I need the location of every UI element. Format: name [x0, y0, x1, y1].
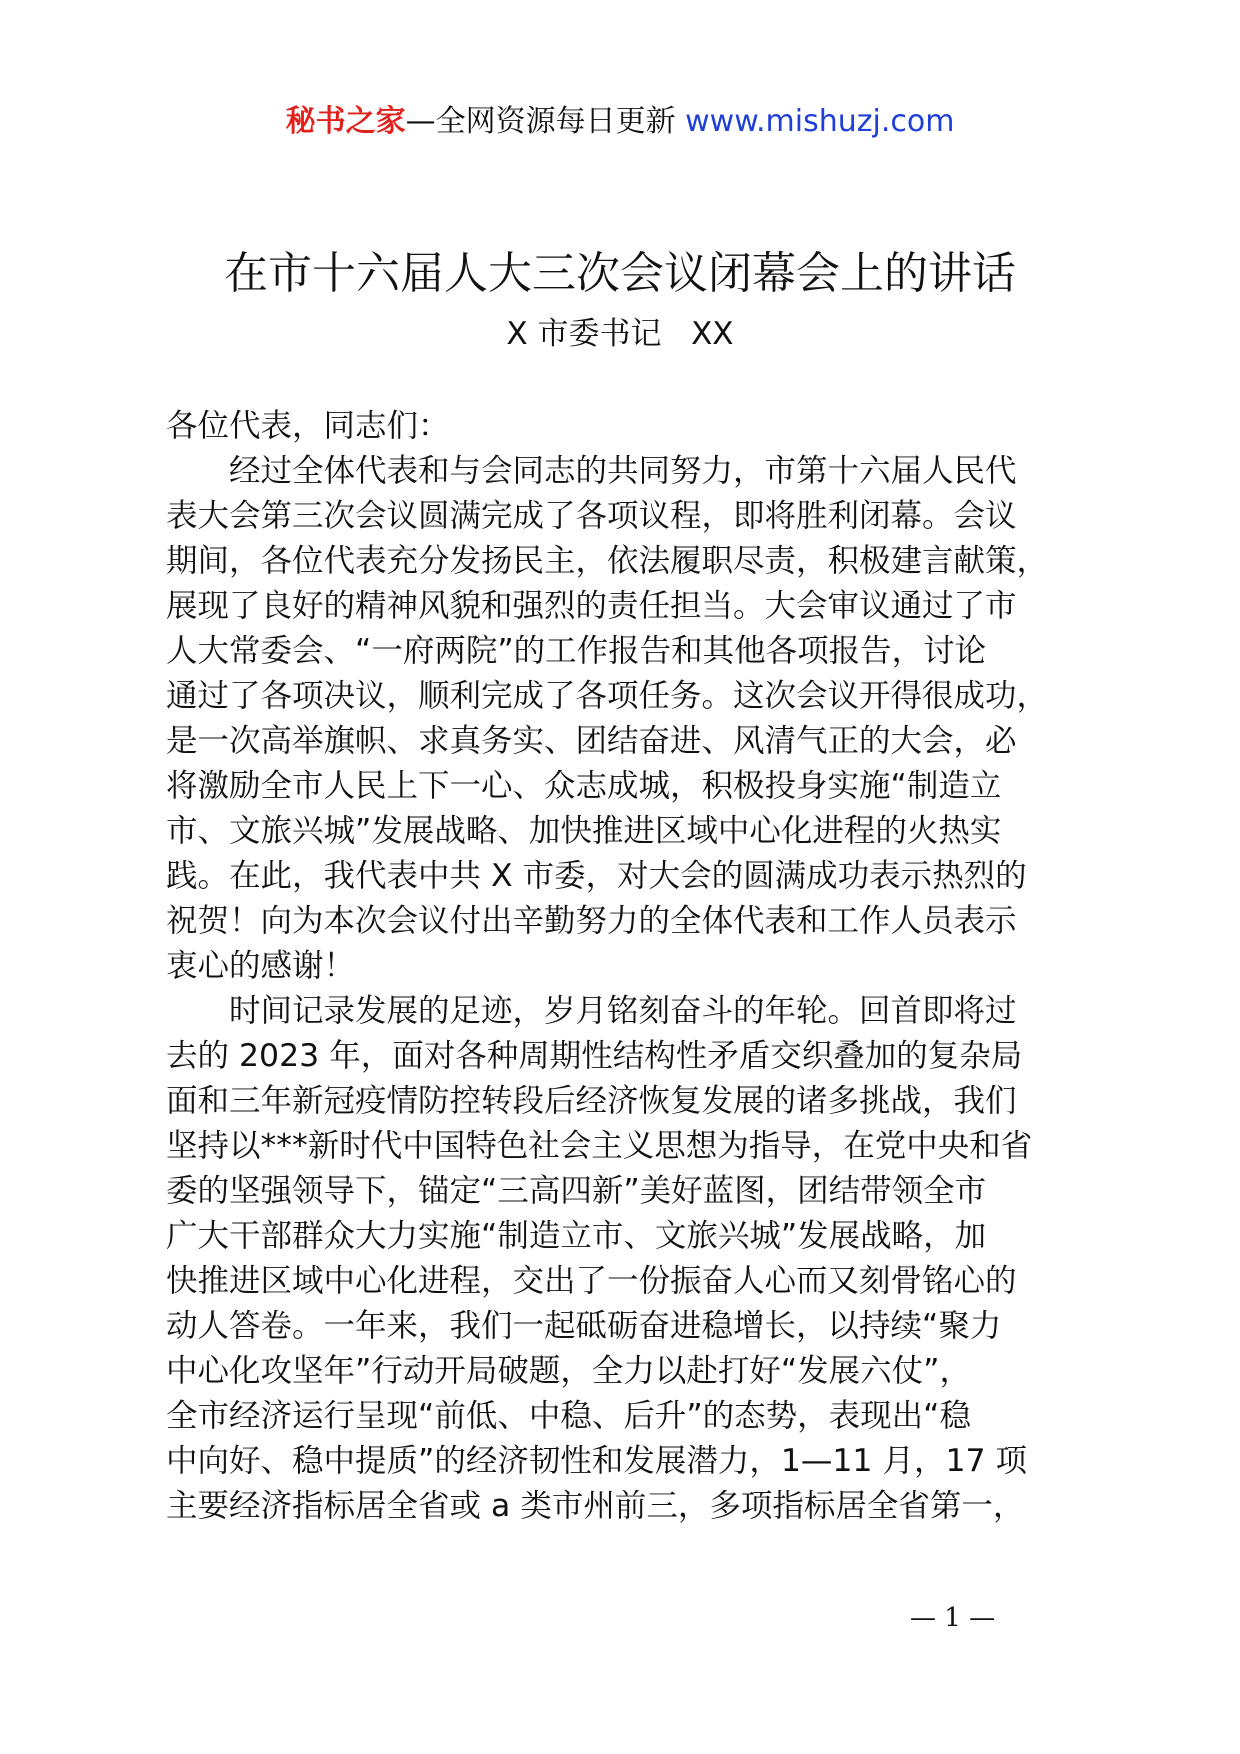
body-line: 全市经济运行呈现“前低、中稳、后升”的态势，表现出“稳 [166, 1398, 971, 1434]
body-line: 去的 2023 年，面对各种周期性结构性矛盾交织叠加的复杂局 [166, 1038, 1023, 1074]
body-line: 是一次高举旗帜、求真务实、团结奋进、风清气正的大会，必 [166, 723, 1017, 759]
body-line: 坚持以***新时代中国特色社会主义思想为指导，在党中央和省 [166, 1128, 1033, 1164]
document-author: X 市委书记 XX [506, 316, 734, 352]
body-line: 践。在此，我代表中共 X 市委，对大会的圆满成功表示热烈的 [166, 858, 1027, 894]
site-url-link[interactable]: www.mishuzj.com [685, 104, 955, 139]
body-line: 表大会第三次会议圆满完成了各项议程，即将胜利闭幕。会议 [166, 498, 1017, 534]
body-line: 人大常委会、“一府两院”的工作报告和其他各项报告，讨论 [166, 633, 987, 669]
body-line: 中心化攻坚年”行动开局破题，全力以赴打好“发展六仗”， [166, 1353, 971, 1389]
body-line: 祝贺！向为本次会议付出辛勤努力的全体代表和工作人员表示 [166, 903, 1017, 939]
body-line: 展现了良好的精神风貌和强烈的责任担当。大会审议通过了市 [166, 588, 1017, 624]
body-line: 主要经济指标居全省或 a 类市州前三，多项指标居全省第一， [166, 1488, 1025, 1524]
site-tagline: —全网资源每日更新 [405, 104, 686, 139]
body-line: 动人答卷。一年来，我们一起砥砺奋进稳增长，以持续“聚力 [166, 1308, 1002, 1344]
document-body [166, 404, 1096, 1529]
body-line: 快推进区域中心化进程，交出了一份振奋人心而又刻骨铭心的 [166, 1263, 1017, 1299]
body-line: 衷心的感谢！ [166, 948, 356, 984]
body-line: 将激励全市人民上下一心、众志成城，积极投身实施“制造立 [166, 768, 1002, 804]
body-line: 中向好、稳中提质”的经济韧性和发展潜力，1—11 月，17 项 [166, 1443, 1028, 1479]
site-name: 秘书之家 [285, 104, 406, 139]
site-header [0, 100, 1240, 144]
body-line: 通过了各项决议，顺利完成了各项任务。这次会议开得很成功， [166, 678, 1049, 714]
body-line: 面和三年新冠疫情防控转段后经济恢复发展的诸多挑战，我们 [166, 1083, 1017, 1119]
body-line: 委的坚强领导下，锚定“三高四新”美好蓝图，团结带领全市 [166, 1173, 987, 1209]
body-line: 市、文旅兴城”发展战略、加快推进区域中心化进程的火热实 [166, 813, 1002, 849]
body-line: 各位代表，同志们： [166, 408, 450, 444]
body-line: 期间，各位代表充分发扬民主，依法履职尽责，积极建言献策， [166, 543, 1049, 579]
body-line: 广大干部群众大力实施“制造立市、文旅兴城”发展战略，加 [166, 1218, 987, 1254]
body-line: 时间记录发展的足迹，岁月铭刻奋斗的年轮。回首即将过 [166, 993, 1017, 1029]
document-title: 在市十六届人大三次会议闭幕会上的讲话 [224, 248, 1016, 299]
page-number: — 1 — [910, 1603, 996, 1633]
body-line: 经过全体代表和与会同志的共同努力，市第十六届人民代 [166, 453, 1017, 489]
